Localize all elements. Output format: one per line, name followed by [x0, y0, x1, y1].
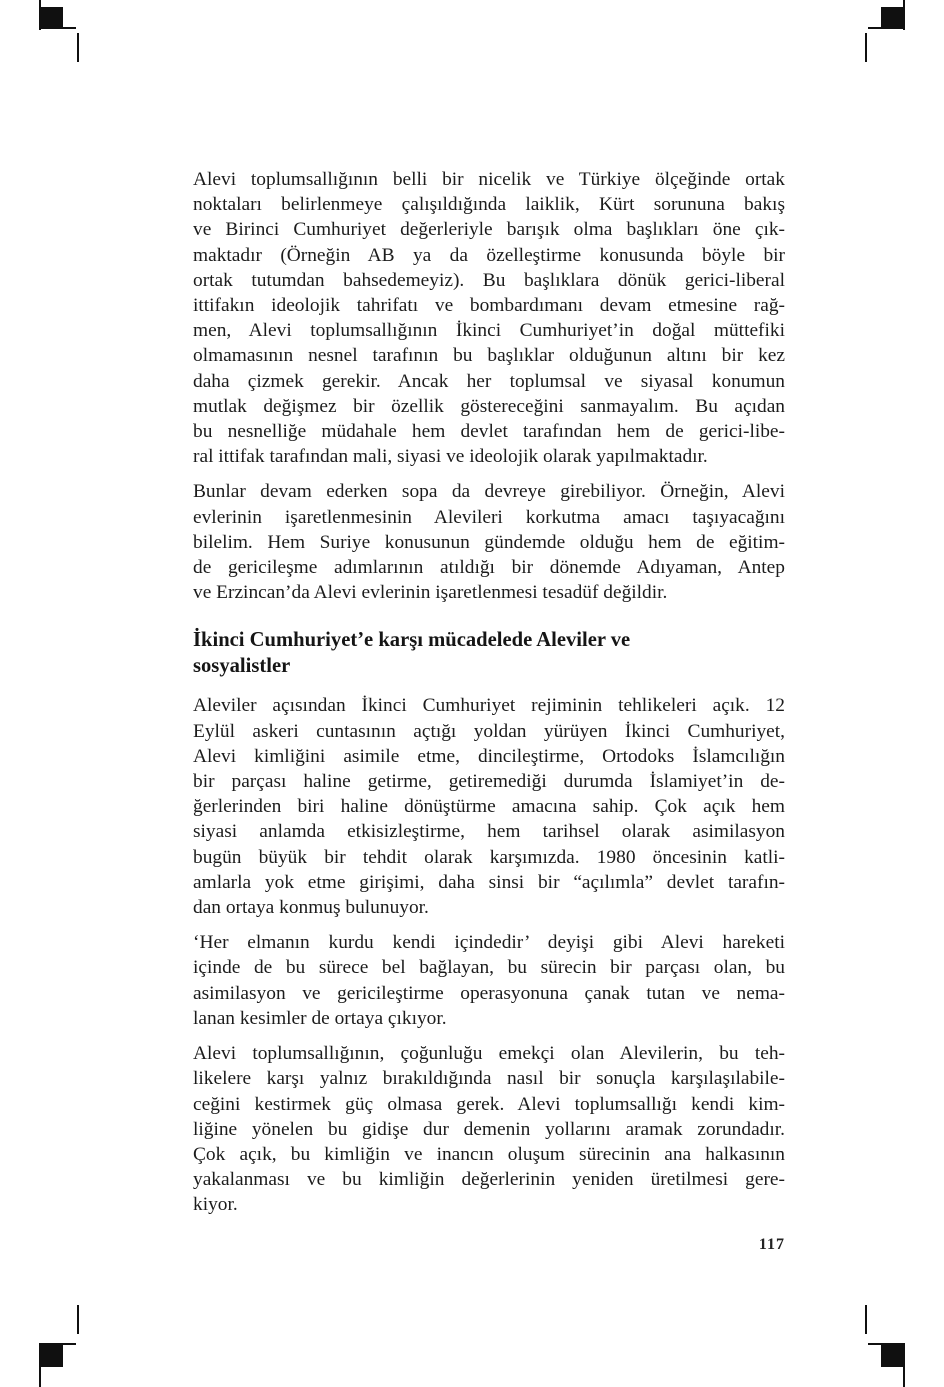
- text-line: ğerlerinden biri haline dönüştürme amacına sahip. Çok açık hem: [193, 796, 785, 818]
- crop-mark-top-left-rule-icon: [39, 27, 76, 29]
- text-line: Alevi toplumsallığının belli bir nicelik ve Türkiye ölçeğinde ortak: [193, 169, 785, 190]
- text-line: kiyor.: [193, 1194, 238, 1216]
- text-line: bilelim. Hem Suriye konusunun gündemde olduğu hem de eğitim-: [193, 531, 785, 553]
- crop-mark-bottom-right-tick-icon: [865, 1305, 867, 1334]
- text-line: siyasi anlamda etkisizleştirme, hem tarihsel olarak asimilasyon: [193, 821, 785, 843]
- text-line: ve Birinci Cumhuriyet değerleriyle barışık olma başlıkları öne çık-: [193, 219, 785, 241]
- paragraph: [193, 930, 785, 1031]
- text-line: bu nesnelliğe müdahale hem devlet tarafından hem de gerici-libe-: [193, 421, 785, 443]
- text-line: olmamasının nesnel tarafının bu başlıklar olduğunun altını bir kez: [193, 345, 785, 367]
- text-line: daha çizmek gerekir. Ancak her toplumsal ve siyasal konumun: [193, 370, 785, 392]
- text-line: bir parçası haline getirme, getiremediği durumda İslamiyet’in de-: [193, 771, 785, 793]
- text-line: ve Erzincan’da Alevi evlerinin işaretlenmesi tesadüf değildir.: [193, 582, 668, 604]
- text-line: içinde de bu sürece bel bağlayan, bu sürecin bir parçası olan, bu: [193, 957, 785, 979]
- text-line: evlerinin işaretlenmesinin Alevileri korkutma amacı taşıyacağını: [193, 506, 785, 528]
- paragraph: [193, 479, 785, 605]
- text-line: İkinci Cumhuriyet’e karşı mücadelede Aleviler ve: [193, 629, 631, 652]
- paragraph: [193, 693, 785, 920]
- text-line: likelere karşı yalnız bırakıldığında nasıl bir sonuçla karşılaşılabile-: [193, 1068, 785, 1090]
- text-line: liğine yönelen bu gidişe dur demenin yollarını aramak zorundadır.: [193, 1118, 785, 1140]
- text-line: Aleviler açısından İkinci Cumhuriyet rejiminin tehlikeleri açık. 12: [193, 695, 785, 717]
- text-block: [193, 167, 785, 1228]
- crop-mark-top-right-square-icon: [881, 7, 903, 29]
- text-line: Bunlar devam ederken sopa da devreye girebiliyor. Örneğin, Alevi: [193, 481, 785, 503]
- text-line: noktaları belirlenmeye çalışıldığında laiklik, Kürt sorununa bakış: [193, 194, 785, 216]
- text-line: de gericileşme adımlarının atıldığı bir dönemde Adıyaman, Antep: [193, 557, 785, 579]
- text-line: men, Alevi toplumsallığının İkinci Cumhuriyet’in doğal müttefiki: [193, 320, 785, 342]
- crop-mark-bottom-left-tick-icon: [77, 1305, 79, 1334]
- text-line: Çok açık, bu kimliğin ve inancın oluşum sürecinin ana halkasının: [193, 1143, 785, 1165]
- paragraph: [193, 1041, 785, 1217]
- text-line: Alevi toplumsallığının, çoğunluğu emekçi olan Alevilerin, bu teh-: [193, 1043, 785, 1065]
- crop-mark-top-right-rule-icon: [868, 27, 905, 29]
- paragraph: [193, 167, 785, 469]
- text-line: ceğini kestirmek güç olmasa gerek. Alevi toplumsallığı kendi kim-: [193, 1093, 785, 1115]
- text-line: ittifakın ideolojik tahrifatı ve bombardımanı devam etmesine rağ-: [193, 295, 785, 317]
- text-line: lanan kesimler de ortaya çıkıyor.: [193, 1007, 447, 1029]
- text-line: ortak tutumdan bahsedemeyiz). Bu başlıklara dönük gerici-liberal: [193, 269, 785, 291]
- crop-mark-top-right-line-icon: [903, 0, 905, 30]
- text-line: yakalanması ve bu kimliğin değerlerinin yeniden üretilmesi gere-: [193, 1169, 785, 1191]
- text-line: Eylül askeri cuntasının açtığı yoldan yürüyen İkinci Cumhuriyet,: [193, 720, 785, 742]
- crop-mark-bottom-left-square-icon: [41, 1345, 63, 1367]
- section-heading: [193, 627, 785, 679]
- text-line: bugün büyük bir tehdit olarak karşımızda. 1980 öncesinin katli-: [193, 846, 785, 868]
- text-line: amlarla yok etme girişimi, daha sinsi bir “açılımla” devlet tarafın-: [193, 871, 785, 893]
- crop-mark-top-right-tick-icon: [865, 33, 867, 62]
- text-line: dan ortaya konmuş bulunuyor.: [193, 897, 429, 919]
- text-line: Alevi kimliğini asimile etme, dincileştirme, Ortodoks İslamcılığın: [193, 745, 785, 767]
- crop-mark-top-left-tick-icon: [77, 33, 79, 62]
- crop-mark-top-left-square-icon: [41, 7, 63, 29]
- crop-mark-bottom-left-line-icon: [39, 1345, 41, 1387]
- text-line: asimilasyon ve gericileştirme operasyonuna çanak tutan ve nema-: [193, 982, 785, 1004]
- page-number: 117: [758, 1236, 785, 1253]
- text-line: sosyalistler: [193, 655, 291, 678]
- text-line: ‘Her elmanın kurdu kendi içindedir’ deyişi gibi Alevi hareketi: [193, 932, 785, 954]
- crop-mark-bottom-right-line-icon: [903, 1345, 905, 1387]
- text-line: mutlak değişmez bir özellik göstereceğini sanmayalım. Bu açıdan: [193, 395, 785, 417]
- text-line: ral ittifak tarafından mali, siyasi ve ideolojik olarak yapılmaktadır.: [193, 446, 708, 468]
- crop-mark-bottom-right-square-icon: [881, 1345, 903, 1367]
- text-line: maktadır (Örneğin AB ya da özelleştirme konusunda böyle bir: [193, 244, 785, 266]
